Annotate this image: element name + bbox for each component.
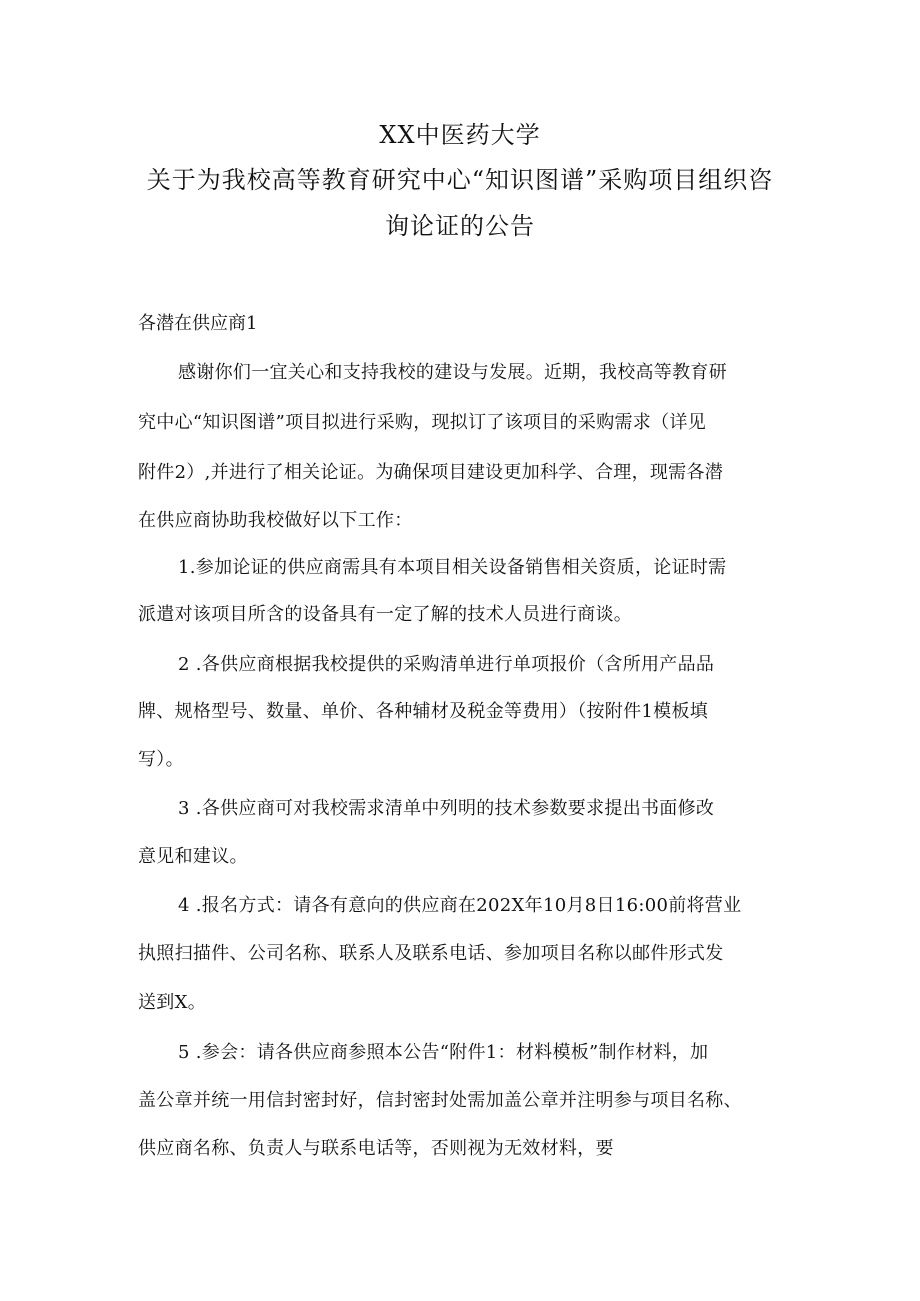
list-item-1-line: 1.参加论证的供应商需具有本项目相关设备销售相关资质，论证时需 (178, 557, 727, 578)
announcement-title-line-2: 询论证的公告 (385, 212, 535, 240)
paragraph-line: 在供应商协助我校做好以下工作： (138, 510, 413, 531)
list-item-5-line: 5 .参会：请各供应商参照本公告“附件1：材料模板”制作材料，加 (178, 1042, 709, 1063)
list-item-2-line: 牌、规格型号、数量、单价、各种辅材及税金等费用）（按附件1模板填 (138, 701, 709, 722)
list-item-5-line: 供应商名称、负责人与联系电话等，否则视为无效材料，要 (138, 1138, 614, 1159)
list-item-4-line: 4 .报名方式：请各有意向的供应商在202X年10月8日16:00前将营业 (178, 895, 742, 916)
paragraph-line: 附件2）,并进行了相关论证。为确保项目建设更加科学、合理，现需各潜 (138, 462, 724, 483)
list-item-2-line: 写）。 (138, 749, 184, 770)
university-title: XX中医药大学 (379, 121, 541, 149)
announcement-title-line-1: 关于为我校高等教育研究中心“知识图谱”采购项目组织咨 (146, 166, 774, 194)
list-item-2-line: 2 .各供应商根据我校提供的采购清单进行单项报价（含所用产品品 (178, 654, 715, 675)
list-item-3-line: 意见和建议。 (138, 846, 248, 867)
list-item-4-line: 送到X。 (138, 992, 207, 1013)
salutation: 各潜在供应商1 (138, 313, 258, 334)
list-item-1-line: 派遣对该项目所含的设备具有一定了解的技术人员进行商谈。 (138, 604, 633, 625)
paragraph-line: 感谢你们一宜关心和支持我校的建设与发展。近期，我校高等教育研 (178, 362, 727, 383)
list-item-3-line: 3 .各供应商可对我校需求清单中列明的技术参数要求提出书面修改 (178, 798, 715, 819)
list-item-4-line: 执照扫描件、公司名称、联系人及联系电话、参加项目名称以邮件形式发 (138, 943, 724, 964)
paragraph-line: 究中心“知识图谱”项目拟进行采购，现拟订了该项目的采购需求（详见 (138, 412, 707, 433)
list-item-5-line: 盖公章并统一用信封密封好，信封密封处需加盖公章并注明参与项目名称、 (138, 1090, 742, 1111)
